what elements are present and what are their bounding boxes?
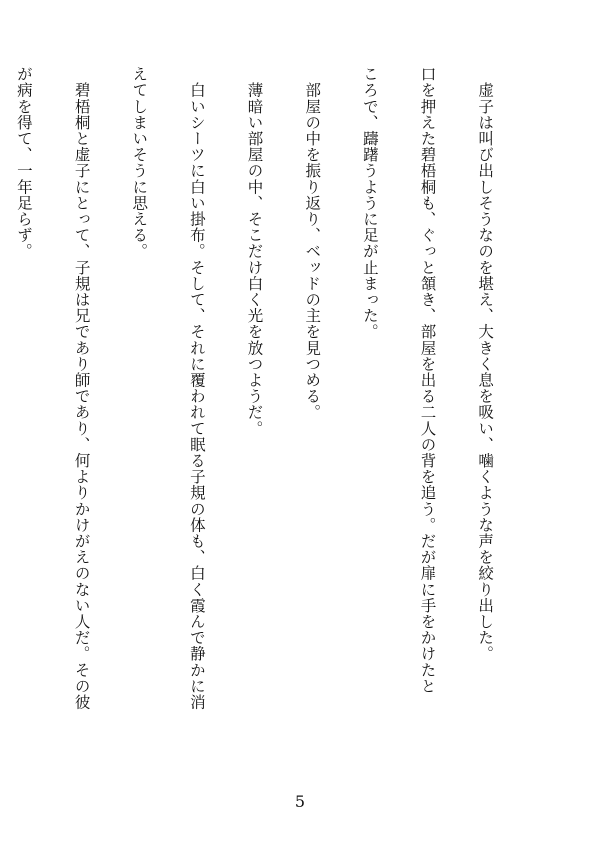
- text-line: 薄暗い部屋の中、そこだけ白く光を放つようだ。: [245, 66, 264, 437]
- text-line: 碧梧桐と虚子にとって、子規は兄であり師であり、何よりかけがえのない人だ。その彼: [72, 66, 91, 710]
- page-number: 5: [294, 792, 306, 811]
- body-text: [14, 66, 528, 746]
- text-line: えてしまいそうに思える。: [130, 66, 149, 260]
- text-line: 虚子は叫び出しそうなのを堪え、大きく息を吸い、噛くような声を絞り出した。: [476, 66, 495, 662]
- text-line: ころで、躊躇うように足が止まった。: [360, 66, 379, 340]
- text-line: 白いシーツに白い掛布。そして、それに覆われて眠る子規の体も、白く霞んで静かに消: [187, 66, 206, 710]
- text-line: が病を得て、一年足らず。: [14, 66, 33, 260]
- text-line: 部屋の中を振り返り、ベッドの主を見つめる。: [303, 66, 322, 421]
- text-line: 口を押えた碧梧桐も、ぐっと頷き、部屋を出る二人の背を追う。だが扉に手をかけたと: [418, 66, 437, 694]
